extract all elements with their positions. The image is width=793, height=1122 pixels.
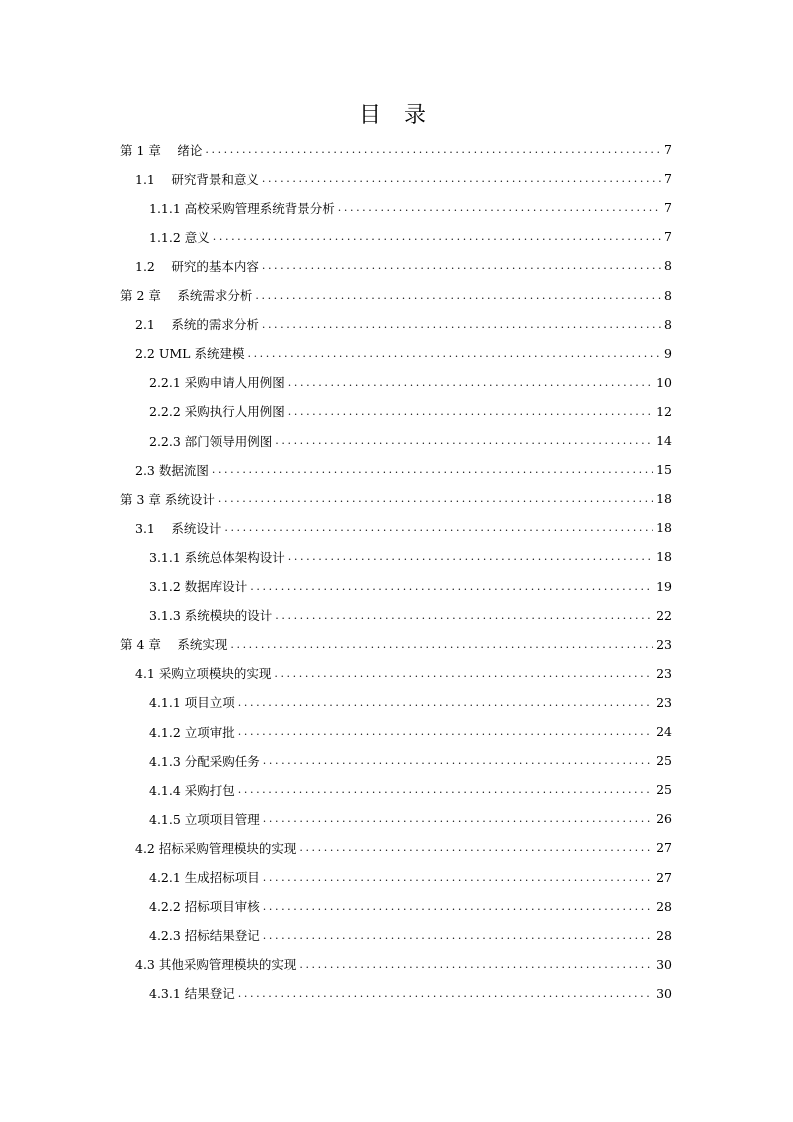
toc-entry-page-number: 7 — [664, 142, 672, 157]
toc-entry-level-3[interactable] — [149, 804, 672, 833]
toc-entry-label: 2.2.1 采购申请人用例图 — [149, 375, 285, 391]
toc-entry-label: 2.3 数据流图 — [135, 462, 209, 478]
toc-entry-label: 4.1 采购立项模块的实现 — [135, 666, 272, 682]
toc-entry-level-3[interactable] — [149, 746, 672, 775]
toc-dot-leader — [238, 783, 653, 796]
toc-dot-leader — [238, 725, 653, 738]
toc-entry-label: 第 4 章 系统实现 — [120, 637, 228, 653]
toc-entry-page-number: 25 — [656, 753, 672, 769]
toc-entry-label: 2.2.2 采购执行人用例图 — [149, 404, 285, 420]
toc-entry-label: 3.1.2 数据库设计 — [149, 579, 248, 594]
toc-entry-label: 3.1.1 系统总体架构设计 — [149, 549, 285, 565]
toc-entry-level-3[interactable] — [149, 601, 672, 630]
toc-entry-label: 4.1.1 项目立项 — [149, 695, 235, 711]
toc-entry-level-3[interactable] — [149, 892, 672, 921]
toc-dot-leader — [262, 318, 661, 331]
toc-dot-leader — [238, 696, 653, 709]
toc-dot-leader — [238, 987, 653, 1000]
toc-entry-page-number: 26 — [656, 811, 672, 827]
toc-entry-level-3[interactable] — [149, 426, 672, 455]
toc-entry-label: 1.1.2 意义 — [149, 229, 210, 245]
toc-entry-label: 4.1.2 立项审批 — [149, 724, 235, 740]
toc-entry-level-2[interactable] — [135, 659, 672, 688]
toc-entry-page-number: 8 — [664, 258, 672, 274]
toc-entry-level-3[interactable] — [149, 688, 672, 717]
toc-entry-level-3[interactable] — [149, 863, 672, 892]
toc-entry-label: 1.1.1 高校采购管理系统背景分析 — [149, 200, 335, 216]
toc-entry-level-3[interactable] — [149, 979, 672, 1008]
toc-entry-page-number: 24 — [656, 724, 672, 739]
toc-entry-page-number: 14 — [656, 433, 672, 448]
toc-entry-level-1[interactable] — [120, 484, 672, 513]
toc-entry-level-3[interactable] — [149, 921, 672, 950]
toc-entry-page-number: 18 — [656, 549, 672, 565]
toc-entry-page-number: 23 — [656, 694, 672, 710]
toc-entry-page-number: 28 — [656, 898, 672, 914]
toc-entry-label: 2.1 系统的需求分析 — [135, 317, 259, 333]
toc-entry-level-3[interactable] — [149, 572, 672, 601]
toc-dot-leader — [299, 958, 653, 971]
toc-dot-leader — [212, 463, 653, 476]
toc-entry-level-1[interactable] — [120, 630, 672, 659]
toc-dot-leader — [263, 929, 653, 942]
toc-entry-level-2[interactable] — [135, 950, 672, 979]
toc-dot-leader — [262, 259, 661, 272]
toc-entry-level-3[interactable] — [149, 775, 672, 804]
toc-entry-page-number: 7 — [664, 229, 672, 245]
toc-entry-page-number: 18 — [656, 491, 672, 507]
toc-entry-page-number: 25 — [656, 782, 672, 798]
toc-entry-label: 2.2.3 部门领导用例图 — [149, 433, 273, 449]
toc-dot-leader — [247, 347, 661, 360]
toc-entry-level-3[interactable] — [149, 222, 672, 251]
toc-dot-leader — [224, 521, 653, 534]
toc-entry-level-2[interactable] — [135, 310, 672, 339]
toc-entry-page-number: 9 — [664, 345, 672, 361]
toc-entry-page-number: 30 — [656, 956, 672, 972]
toc-entry-label: 3.1 系统设计 — [135, 520, 222, 536]
toc-entry-level-3[interactable] — [149, 717, 672, 746]
toc-entry-level-1[interactable] — [120, 135, 672, 164]
toc-entry-level-3[interactable] — [149, 193, 672, 222]
toc-entry-label: 第 1 章 绪论 — [120, 142, 203, 158]
toc-entry-page-number: 23 — [656, 636, 672, 652]
toc-entry-level-1[interactable] — [120, 281, 672, 310]
toc-dot-leader — [288, 376, 653, 389]
toc-entry-label: 4.1.4 采购打包 — [149, 782, 235, 798]
toc-entry-label: 3.1.3 系统模块的设计 — [149, 608, 273, 624]
toc-dot-leader — [213, 230, 661, 243]
toc-entry-page-number: 10 — [656, 374, 672, 390]
toc-dot-leader — [230, 638, 653, 651]
toc-entry-page-number: 18 — [656, 520, 672, 536]
toc-entry-page-number: 27 — [656, 869, 672, 885]
toc-entry-label: 4.3 其他采购管理模块的实现 — [135, 957, 297, 973]
toc-entry-page-number: 12 — [656, 403, 672, 419]
toc-dot-leader — [262, 172, 661, 185]
toc-dot-leader — [255, 289, 661, 302]
toc-dot-leader — [263, 812, 653, 825]
toc-dot-leader — [275, 609, 653, 622]
toc-entry-page-number: 19 — [656, 578, 672, 594]
toc-entry-page-number: 7 — [664, 171, 672, 187]
toc-entry-page-number: 8 — [664, 287, 672, 303]
toc-dot-leader — [275, 434, 653, 447]
toc-entry-page-number: 8 — [664, 316, 672, 332]
toc-dot-leader — [288, 550, 653, 563]
toc-entry-page-number: 30 — [656, 985, 672, 1001]
toc-entry-level-3[interactable] — [149, 368, 672, 397]
toc-entry-label: 4.3.1 结果登记 — [149, 986, 235, 1002]
toc-entry-level-2[interactable] — [135, 513, 672, 542]
toc-entry-page-number: 7 — [664, 200, 672, 216]
toc-dot-leader — [263, 871, 653, 884]
toc-entry-level-2[interactable] — [135, 251, 672, 280]
toc-entry-level-2[interactable] — [135, 339, 672, 368]
toc-entry-label: 2.2 UML 系统建模 — [135, 346, 245, 362]
toc-dot-leader — [263, 754, 653, 767]
toc-dot-leader — [250, 580, 653, 593]
toc-title: 目 录 — [359, 103, 434, 128]
toc-entry-page-number: 28 — [656, 927, 672, 943]
toc-entry-label: 1.2 研究的基本内容 — [135, 258, 259, 274]
toc-entry-label: 4.2.2 招标项目审核 — [149, 899, 260, 915]
toc-entry-label: 4.2.1 生成招标项目 — [149, 870, 260, 885]
toc-dot-leader — [205, 143, 661, 156]
toc-entry-level-3[interactable] — [149, 397, 672, 426]
toc-entry-label: 1.1 研究背景和意义 — [135, 171, 259, 187]
toc-dot-leader — [338, 201, 661, 214]
toc-entry-page-number: 22 — [656, 607, 672, 623]
toc-entry-level-2[interactable] — [135, 455, 672, 484]
toc-entry-level-2[interactable] — [135, 164, 672, 193]
toc-entry-label: 4.2.3 招标结果登记 — [149, 928, 260, 944]
toc-entry-label: 4.1.5 立项项目管理 — [149, 811, 260, 827]
toc-entry-label: 第 3 章 系统设计 — [120, 491, 215, 507]
toc-entry-level-2[interactable] — [135, 833, 672, 862]
toc-entry-page-number: 15 — [656, 462, 672, 478]
toc-dot-leader — [263, 900, 653, 913]
toc-dot-leader — [218, 492, 653, 505]
toc-entry-label: 第 2 章 系统需求分析 — [120, 288, 253, 303]
toc-entry-label: 4.1.3 分配采购任务 — [149, 753, 260, 769]
toc-entry-level-3[interactable] — [149, 542, 672, 571]
toc-dot-leader — [288, 405, 653, 418]
toc-entry-page-number: 23 — [656, 665, 672, 681]
toc-dot-leader — [299, 841, 653, 854]
toc-entry-label: 4.2 招标采购管理模块的实现 — [135, 840, 297, 856]
toc-dot-leader — [274, 667, 653, 680]
toc-entry-page-number: 27 — [656, 840, 672, 856]
